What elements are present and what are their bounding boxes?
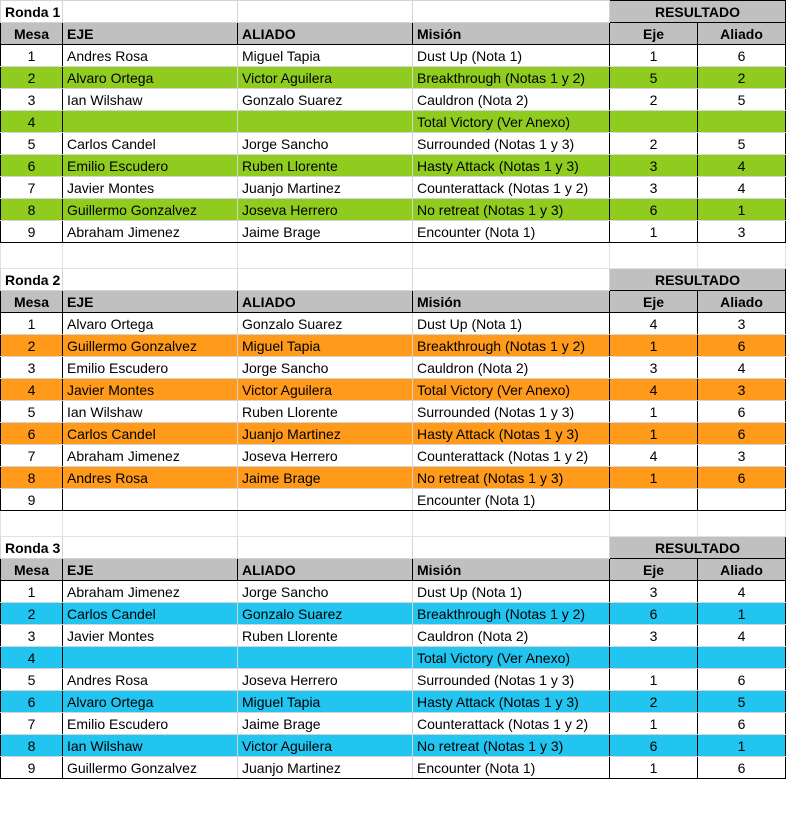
result-eje-cell[interactable]: 3 bbox=[610, 155, 698, 177]
mesa-cell[interactable]: 4 bbox=[1, 647, 63, 669]
result-aliado-cell[interactable]: 5 bbox=[698, 133, 786, 155]
table-row bbox=[1, 647, 786, 669]
empty-cell[interactable] bbox=[238, 269, 413, 291]
aliado-player-cell[interactable]: Jaime Brage bbox=[238, 713, 413, 735]
result-eje-cell[interactable]: 1 bbox=[610, 401, 698, 423]
round-title[interactable]: Ronda 3 bbox=[1, 537, 63, 559]
result-aliado-cell[interactable]: 6 bbox=[698, 401, 786, 423]
result-aliado-cell[interactable]: 5 bbox=[698, 89, 786, 111]
mesa-cell[interactable]: 5 bbox=[1, 133, 63, 155]
result-aliado-cell[interactable]: 1 bbox=[698, 199, 786, 221]
eje-player-cell[interactable]: Andres Rosa bbox=[63, 467, 238, 489]
aliado-player-cell[interactable] bbox=[238, 647, 413, 669]
header-eje[interactable]: EJE bbox=[63, 291, 238, 313]
table-row bbox=[1, 713, 786, 735]
eje-player-cell[interactable]: Javier Montes bbox=[63, 379, 238, 401]
table-row bbox=[1, 735, 786, 757]
result-eje-cell[interactable]: 1 bbox=[610, 45, 698, 67]
result-eje-cell[interactable] bbox=[610, 489, 698, 511]
mesa-cell[interactable]: 5 bbox=[1, 401, 63, 423]
eje-player-cell[interactable] bbox=[63, 111, 238, 133]
result-eje-cell[interactable]: 1 bbox=[610, 423, 698, 445]
eje-player-cell[interactable]: Ian Wilshaw bbox=[63, 401, 238, 423]
header-result-eje[interactable]: Eje bbox=[610, 291, 698, 313]
mesa-cell[interactable]: 8 bbox=[1, 467, 63, 489]
result-eje-cell[interactable]: 1 bbox=[610, 713, 698, 735]
eje-player-cell[interactable]: Ian Wilshaw bbox=[63, 735, 238, 757]
table-row bbox=[1, 89, 786, 111]
empty-cell[interactable] bbox=[413, 1, 610, 23]
result-eje-cell[interactable]: 6 bbox=[610, 199, 698, 221]
result-eje-cell[interactable]: 1 bbox=[610, 669, 698, 691]
empty-cell[interactable] bbox=[63, 243, 238, 269]
mission-cell[interactable]: Counterattack (Notas 1 y 2) bbox=[413, 713, 610, 735]
aliado-player-cell[interactable]: Juanjo Martinez bbox=[238, 423, 413, 445]
mission-cell[interactable]: Surrounded (Notas 1 y 3) bbox=[413, 669, 610, 691]
round-title-row bbox=[1, 269, 786, 291]
eje-player-cell[interactable]: Carlos Candel bbox=[63, 423, 238, 445]
empty-cell[interactable] bbox=[610, 511, 698, 537]
result-eje-cell[interactable]: 2 bbox=[610, 691, 698, 713]
table-row bbox=[1, 603, 786, 625]
empty-cell[interactable] bbox=[238, 1, 413, 23]
header-aliado[interactable]: ALIADO bbox=[238, 23, 413, 45]
mesa-cell[interactable]: 9 bbox=[1, 221, 63, 243]
eje-player-cell[interactable]: Guillermo Gonzalvez bbox=[63, 335, 238, 357]
mission-cell[interactable]: Breakthrough (Notas 1 y 2) bbox=[413, 67, 610, 89]
round-title-row bbox=[1, 1, 786, 23]
empty-cell[interactable] bbox=[63, 1, 238, 23]
eje-player-cell[interactable] bbox=[63, 647, 238, 669]
result-eje-cell[interactable]: 4 bbox=[610, 379, 698, 401]
result-title[interactable]: RESULTADO bbox=[610, 269, 786, 291]
table-row bbox=[1, 423, 786, 445]
header-result-aliado[interactable]: Aliado bbox=[698, 291, 786, 313]
result-aliado-cell[interactable]: 4 bbox=[698, 625, 786, 647]
result-aliado-cell[interactable]: 6 bbox=[698, 669, 786, 691]
table-row bbox=[1, 757, 786, 779]
mission-cell[interactable]: Encounter (Nota 1) bbox=[413, 489, 610, 511]
mission-cell[interactable]: Total Victory (Ver Anexo) bbox=[413, 111, 610, 133]
aliado-player-cell[interactable]: Gonzalo Suarez bbox=[238, 313, 413, 335]
aliado-player-cell[interactable] bbox=[238, 489, 413, 511]
eje-player-cell[interactable]: Javier Montes bbox=[63, 625, 238, 647]
eje-player-cell[interactable]: Abraham Jimenez bbox=[63, 445, 238, 467]
result-eje-cell[interactable]: 3 bbox=[610, 625, 698, 647]
mission-cell[interactable]: Surrounded (Notas 1 y 3) bbox=[413, 401, 610, 423]
aliado-player-cell[interactable] bbox=[238, 111, 413, 133]
empty-cell[interactable] bbox=[238, 511, 413, 537]
aliado-player-cell[interactable]: Gonzalo Suarez bbox=[238, 89, 413, 111]
result-aliado-cell[interactable]: 4 bbox=[698, 155, 786, 177]
mesa-cell[interactable]: 3 bbox=[1, 357, 63, 379]
result-aliado-cell[interactable]: 6 bbox=[698, 335, 786, 357]
mission-cell[interactable]: Dust Up (Nota 1) bbox=[413, 313, 610, 335]
result-eje-cell[interactable] bbox=[610, 647, 698, 669]
header-mision[interactable]: Misión bbox=[413, 559, 610, 581]
table-row bbox=[1, 691, 786, 713]
result-eje-cell[interactable]: 6 bbox=[610, 735, 698, 757]
table-row bbox=[1, 199, 786, 221]
mesa-cell[interactable]: 6 bbox=[1, 423, 63, 445]
column-header-row bbox=[1, 291, 786, 313]
aliado-player-cell[interactable]: Miguel Tapia bbox=[238, 335, 413, 357]
eje-player-cell[interactable]: Emilio Escudero bbox=[63, 713, 238, 735]
header-eje[interactable]: EJE bbox=[63, 559, 238, 581]
result-aliado-cell[interactable]: 4 bbox=[698, 357, 786, 379]
header-mesa[interactable]: Mesa bbox=[1, 291, 63, 313]
aliado-player-cell[interactable]: Joseva Herrero bbox=[238, 199, 413, 221]
mission-cell[interactable]: Hasty Attack (Notas 1 y 3) bbox=[413, 155, 610, 177]
mission-cell[interactable]: Counterattack (Notas 1 y 2) bbox=[413, 177, 610, 199]
eje-player-cell[interactable]: Emilio Escudero bbox=[63, 155, 238, 177]
result-eje-cell[interactable]: 6 bbox=[610, 603, 698, 625]
result-eje-cell[interactable]: 3 bbox=[610, 357, 698, 379]
result-aliado-cell[interactable]: 3 bbox=[698, 313, 786, 335]
mesa-cell[interactable]: 1 bbox=[1, 581, 63, 603]
empty-cell[interactable] bbox=[698, 511, 786, 537]
aliado-player-cell[interactable]: Jaime Brage bbox=[238, 467, 413, 489]
result-eje-cell[interactable] bbox=[610, 111, 698, 133]
result-aliado-cell[interactable] bbox=[698, 111, 786, 133]
mesa-cell[interactable]: 8 bbox=[1, 199, 63, 221]
table-row bbox=[1, 177, 786, 199]
result-aliado-cell[interactable]: 4 bbox=[698, 177, 786, 199]
empty-cell[interactable] bbox=[413, 511, 610, 537]
mesa-cell[interactable]: 7 bbox=[1, 713, 63, 735]
eje-player-cell[interactable]: Emilio Escudero bbox=[63, 357, 238, 379]
mesa-cell[interactable]: 6 bbox=[1, 155, 63, 177]
eje-player-cell[interactable]: Alvaro Ortega bbox=[63, 67, 238, 89]
result-aliado-cell[interactable]: 5 bbox=[698, 691, 786, 713]
aliado-player-cell[interactable]: Victor Aguilera bbox=[238, 67, 413, 89]
result-aliado-cell[interactable] bbox=[698, 489, 786, 511]
mesa-cell[interactable]: 4 bbox=[1, 111, 63, 133]
mesa-cell[interactable]: 3 bbox=[1, 625, 63, 647]
table-row bbox=[1, 625, 786, 647]
mesa-cell[interactable]: 7 bbox=[1, 445, 63, 467]
result-eje-cell[interactable]: 1 bbox=[610, 757, 698, 779]
table-row bbox=[1, 67, 786, 89]
table-row bbox=[1, 669, 786, 691]
aliado-player-cell[interactable]: Juanjo Martinez bbox=[238, 757, 413, 779]
empty-cell[interactable] bbox=[413, 269, 610, 291]
table-row bbox=[1, 401, 786, 423]
result-aliado-cell[interactable]: 3 bbox=[698, 221, 786, 243]
mission-cell[interactable]: Breakthrough (Notas 1 y 2) bbox=[413, 335, 610, 357]
eje-player-cell[interactable]: Abraham Jimenez bbox=[63, 581, 238, 603]
mission-cell[interactable]: Cauldron (Nota 2) bbox=[413, 357, 610, 379]
result-aliado-cell[interactable]: 6 bbox=[698, 423, 786, 445]
result-aliado-cell[interactable]: 2 bbox=[698, 67, 786, 89]
eje-player-cell[interactable]: Guillermo Gonzalvez bbox=[63, 199, 238, 221]
mission-cell[interactable]: Surrounded (Notas 1 y 3) bbox=[413, 133, 610, 155]
eje-player-cell[interactable]: Guillermo Gonzalvez bbox=[63, 757, 238, 779]
aliado-player-cell[interactable]: Juanjo Martinez bbox=[238, 177, 413, 199]
aliado-player-cell[interactable]: Miguel Tapia bbox=[238, 691, 413, 713]
eje-player-cell[interactable]: Alvaro Ortega bbox=[63, 313, 238, 335]
mission-cell[interactable]: Encounter (Nota 1) bbox=[413, 757, 610, 779]
aliado-player-cell[interactable]: Victor Aguilera bbox=[238, 379, 413, 401]
mission-cell[interactable]: Breakthrough (Notas 1 y 2) bbox=[413, 603, 610, 625]
mission-cell[interactable]: Total Victory (Ver Anexo) bbox=[413, 647, 610, 669]
table-row bbox=[1, 155, 786, 177]
mesa-cell[interactable]: 3 bbox=[1, 89, 63, 111]
aliado-player-cell[interactable]: Joseva Herrero bbox=[238, 669, 413, 691]
result-title[interactable]: RESULTADO bbox=[610, 1, 786, 23]
empty-cell[interactable] bbox=[238, 243, 413, 269]
mission-cell[interactable]: Hasty Attack (Notas 1 y 3) bbox=[413, 691, 610, 713]
header-mision[interactable]: Misión bbox=[413, 291, 610, 313]
mesa-cell[interactable]: 9 bbox=[1, 757, 63, 779]
table-row bbox=[1, 335, 786, 357]
aliado-player-cell[interactable]: Jorge Sancho bbox=[238, 357, 413, 379]
table-row bbox=[1, 111, 786, 133]
result-eje-cell[interactable]: 4 bbox=[610, 445, 698, 467]
result-eje-cell[interactable]: 1 bbox=[610, 335, 698, 357]
empty-cell[interactable] bbox=[63, 537, 238, 559]
aliado-player-cell[interactable]: Miguel Tapia bbox=[238, 45, 413, 67]
result-aliado-cell[interactable]: 6 bbox=[698, 45, 786, 67]
aliado-player-cell[interactable]: Victor Aguilera bbox=[238, 735, 413, 757]
result-eje-cell[interactable]: 3 bbox=[610, 581, 698, 603]
column-header-row bbox=[1, 559, 786, 581]
mesa-cell[interactable]: 2 bbox=[1, 67, 63, 89]
result-eje-cell[interactable]: 4 bbox=[610, 313, 698, 335]
eje-player-cell[interactable]: Andres Rosa bbox=[63, 45, 238, 67]
eje-player-cell[interactable]: Carlos Candel bbox=[63, 603, 238, 625]
result-eje-cell[interactable]: 2 bbox=[610, 133, 698, 155]
eje-player-cell[interactable]: Ian Wilshaw bbox=[63, 89, 238, 111]
table-row bbox=[1, 133, 786, 155]
table-row bbox=[1, 379, 786, 401]
empty-cell[interactable] bbox=[1, 243, 63, 269]
mesa-cell[interactable]: 6 bbox=[1, 691, 63, 713]
aliado-player-cell[interactable]: Joseva Herrero bbox=[238, 445, 413, 467]
empty-cell[interactable] bbox=[698, 243, 786, 269]
empty-cell[interactable] bbox=[238, 537, 413, 559]
header-result-aliado[interactable]: Aliado bbox=[698, 23, 786, 45]
header-result-eje[interactable]: Eje bbox=[610, 23, 698, 45]
mission-cell[interactable]: Hasty Attack (Notas 1 y 3) bbox=[413, 423, 610, 445]
result-aliado-cell[interactable]: 6 bbox=[698, 757, 786, 779]
mission-cell[interactable]: Dust Up (Nota 1) bbox=[413, 581, 610, 603]
mission-cell[interactable]: Cauldron (Nota 2) bbox=[413, 89, 610, 111]
empty-cell[interactable] bbox=[413, 243, 610, 269]
header-result-aliado[interactable]: Aliado bbox=[698, 559, 786, 581]
mesa-cell[interactable]: 7 bbox=[1, 177, 63, 199]
eje-player-cell[interactable]: Carlos Candel bbox=[63, 133, 238, 155]
mesa-cell[interactable]: 4 bbox=[1, 379, 63, 401]
result-eje-cell[interactable]: 5 bbox=[610, 67, 698, 89]
result-aliado-cell[interactable]: 1 bbox=[698, 603, 786, 625]
header-aliado[interactable]: ALIADO bbox=[238, 291, 413, 313]
mission-cell[interactable]: No retreat (Notas 1 y 3) bbox=[413, 467, 610, 489]
column-header-row bbox=[1, 23, 786, 45]
empty-cell[interactable] bbox=[63, 511, 238, 537]
result-aliado-cell[interactable]: 1 bbox=[698, 735, 786, 757]
mesa-cell[interactable]: 9 bbox=[1, 489, 63, 511]
mission-cell[interactable]: Encounter (Nota 1) bbox=[413, 221, 610, 243]
result-aliado-cell[interactable]: 6 bbox=[698, 713, 786, 735]
mission-cell[interactable]: Cauldron (Nota 2) bbox=[413, 625, 610, 647]
mission-cell[interactable]: No retreat (Notas 1 y 3) bbox=[413, 199, 610, 221]
result-aliado-cell[interactable]: 4 bbox=[698, 581, 786, 603]
aliado-player-cell[interactable]: Jaime Brage bbox=[238, 221, 413, 243]
aliado-player-cell[interactable]: Gonzalo Suarez bbox=[238, 603, 413, 625]
table-row bbox=[1, 489, 786, 511]
spacer-row bbox=[1, 511, 786, 537]
header-eje[interactable]: EJE bbox=[63, 23, 238, 45]
table-row bbox=[1, 221, 786, 243]
eje-player-cell[interactable]: Andres Rosa bbox=[63, 669, 238, 691]
header-aliado[interactable]: ALIADO bbox=[238, 559, 413, 581]
table-row bbox=[1, 467, 786, 489]
eje-player-cell[interactable]: Javier Montes bbox=[63, 177, 238, 199]
result-title[interactable]: RESULTADO bbox=[610, 537, 786, 559]
result-eje-cell[interactable]: 3 bbox=[610, 177, 698, 199]
mesa-cell[interactable]: 2 bbox=[1, 335, 63, 357]
empty-cell[interactable] bbox=[413, 537, 610, 559]
table-row bbox=[1, 313, 786, 335]
header-result-eje[interactable]: Eje bbox=[610, 559, 698, 581]
aliado-player-cell[interactable]: Jorge Sancho bbox=[238, 133, 413, 155]
round-title[interactable]: Ronda 2 bbox=[1, 269, 63, 291]
aliado-player-cell[interactable]: Ruben Llorente bbox=[238, 625, 413, 647]
round-title-row bbox=[1, 537, 786, 559]
mission-cell[interactable]: No retreat (Notas 1 y 3) bbox=[413, 735, 610, 757]
empty-cell[interactable] bbox=[1, 511, 63, 537]
result-aliado-cell[interactable]: 6 bbox=[698, 467, 786, 489]
empty-cell[interactable] bbox=[610, 243, 698, 269]
result-eje-cell[interactable]: 2 bbox=[610, 89, 698, 111]
result-aliado-cell[interactable]: 3 bbox=[698, 445, 786, 467]
result-aliado-cell[interactable]: 3 bbox=[698, 379, 786, 401]
table-row bbox=[1, 581, 786, 603]
result-eje-cell[interactable]: 1 bbox=[610, 221, 698, 243]
eje-player-cell[interactable]: Alvaro Ortega bbox=[63, 691, 238, 713]
header-mision[interactable]: Misión bbox=[413, 23, 610, 45]
mission-cell[interactable]: Counterattack (Notas 1 y 2) bbox=[413, 445, 610, 467]
mesa-cell[interactable]: 1 bbox=[1, 313, 63, 335]
mesa-cell[interactable]: 2 bbox=[1, 603, 63, 625]
mission-cell[interactable]: Total Victory (Ver Anexo) bbox=[413, 379, 610, 401]
result-eje-cell[interactable]: 1 bbox=[610, 467, 698, 489]
table-row bbox=[1, 45, 786, 67]
round-title[interactable]: Ronda 1 bbox=[1, 1, 63, 23]
empty-cell[interactable] bbox=[63, 269, 238, 291]
mesa-cell[interactable]: 5 bbox=[1, 669, 63, 691]
table-row bbox=[1, 445, 786, 467]
mission-cell[interactable]: Dust Up (Nota 1) bbox=[413, 45, 610, 67]
table-row bbox=[1, 357, 786, 379]
eje-player-cell[interactable] bbox=[63, 489, 238, 511]
header-mesa[interactable]: Mesa bbox=[1, 559, 63, 581]
aliado-player-cell[interactable]: Ruben Llorente bbox=[238, 155, 413, 177]
result-aliado-cell[interactable] bbox=[698, 647, 786, 669]
eje-player-cell[interactable]: Abraham Jimenez bbox=[63, 221, 238, 243]
header-mesa[interactable]: Mesa bbox=[1, 23, 63, 45]
spacer-row bbox=[1, 243, 786, 269]
mesa-cell[interactable]: 1 bbox=[1, 45, 63, 67]
mesa-cell[interactable]: 8 bbox=[1, 735, 63, 757]
aliado-player-cell[interactable]: Ruben Llorente bbox=[238, 401, 413, 423]
aliado-player-cell[interactable]: Jorge Sancho bbox=[238, 581, 413, 603]
